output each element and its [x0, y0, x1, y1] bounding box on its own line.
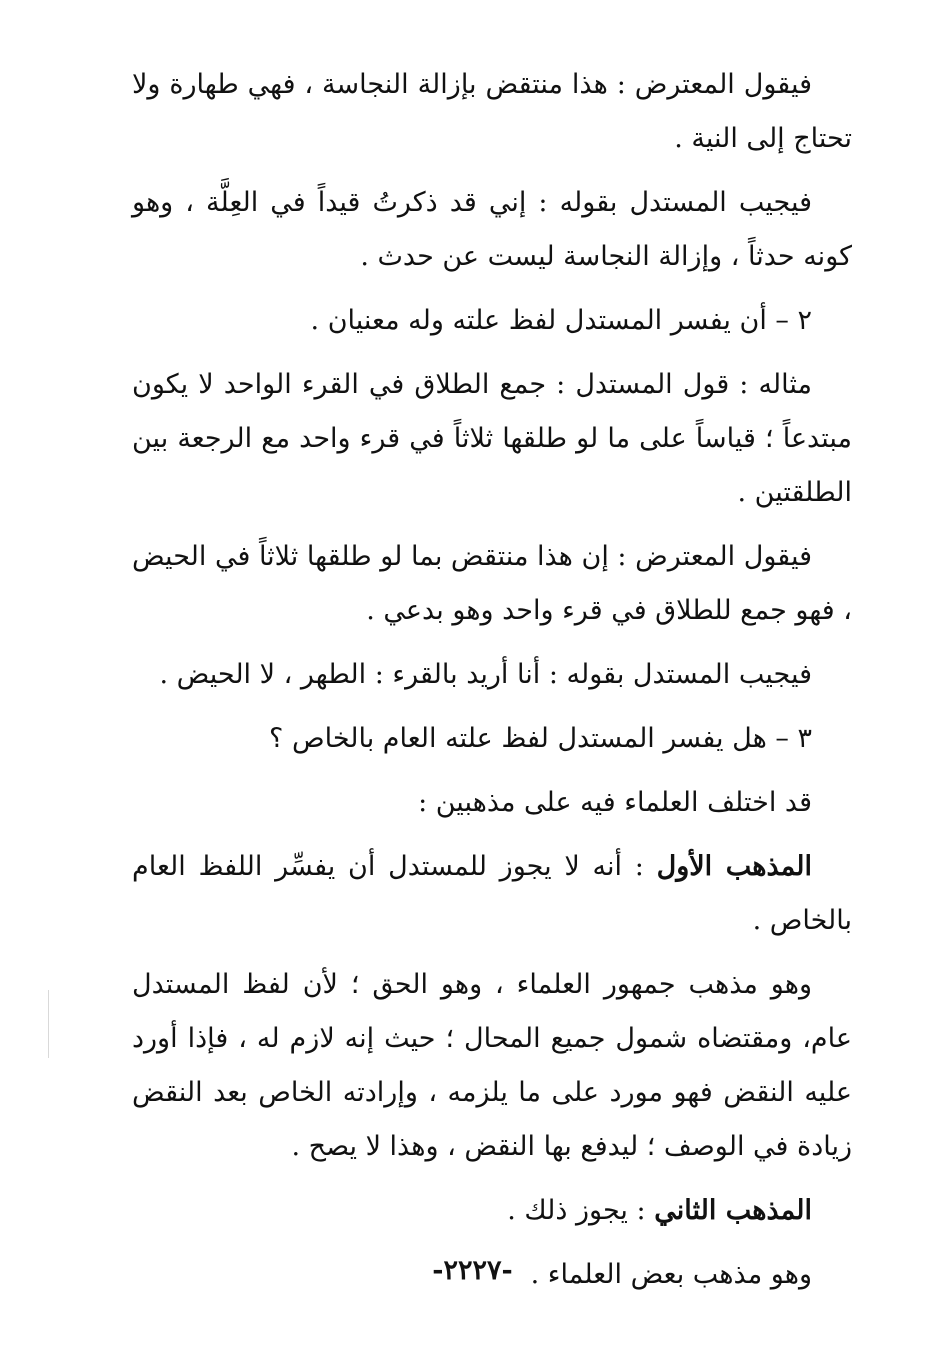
second-view-label: المذهب الثاني	[654, 1195, 812, 1226]
page-number: -٢٢٢٧-	[432, 1255, 513, 1286]
paragraph-disagreement: قد اختلف العلماء فيه على مذهبين :	[418, 787, 812, 818]
first-view-label: المذهب الأول	[656, 851, 812, 882]
paragraph-second-view	[132, 1184, 852, 1238]
paragraph-response-2: فيجيب المستدل بقوله : أنا أريد بالقرء : الطهر ، لا الحيض .	[159, 659, 812, 690]
scan-margin-mark	[48, 990, 49, 1058]
paragraph-first-view-reasoning: وهو مذهب جمهور العلماء ، وهو الحق ؛ لأن لفظ المستدل عام، ومقتضاه شمول جميع المحال ؛ حيث إنه لازم له ، فإذا أورد عليه النقض فهو مورد على ما يلزمه ، وإرادته الخاص بعد النقض زيادة في الوصف ؛ ليدفع بها النقض ، وهذا لا يصح .	[132, 969, 852, 1162]
paragraph-objection-1: فيقول المعترض : هذا منتقض بإزالة النجاسة ، فهي طهارة ولا تحتاج إلى النية .	[132, 69, 852, 154]
paragraph-example: مثاله : قول المستدل : جمع الطلاق في القرء الواحد لا يكون مبتدعاً ؛ قياساً على ما لو طلقها ثلاثاً في قرء واحد مع الرجعة بين الطلقتين .	[132, 369, 852, 508]
first-view-text: : أنه لا يجوز للمستدل أن يفسِّر اللفظ العام بالخاص .	[132, 851, 852, 936]
paragraph-objection-2: فيقول المعترض : إن هذا منتقض بما لو طلقها ثلاثاً في الحيض ، فهو جمع للطلاق في قرء واحد وهو بدعي .	[131, 541, 852, 626]
second-view-text: : يجوز ذلك .	[507, 1195, 655, 1226]
body-text	[132, 58, 852, 1312]
paragraph-point-3: ٣ – هل يفسر المستدل لفظ علته العام بالخاص ؟	[269, 723, 812, 754]
paragraph-first-view	[132, 840, 852, 948]
paragraph-point-2: ٢ – أن يفسر المستدل لفظ علته وله معنيان .	[310, 305, 812, 336]
paragraph-second-view-holders: وهو مذهب بعض العلماء .	[530, 1259, 812, 1290]
paragraph-response-1: فيجيب المستدل بقوله : إني قد ذكرتُ قيداً في العِلَّة ، وهو كونه حدثاً ، وإزالة النجاسة ليست عن حدث .	[132, 187, 852, 272]
